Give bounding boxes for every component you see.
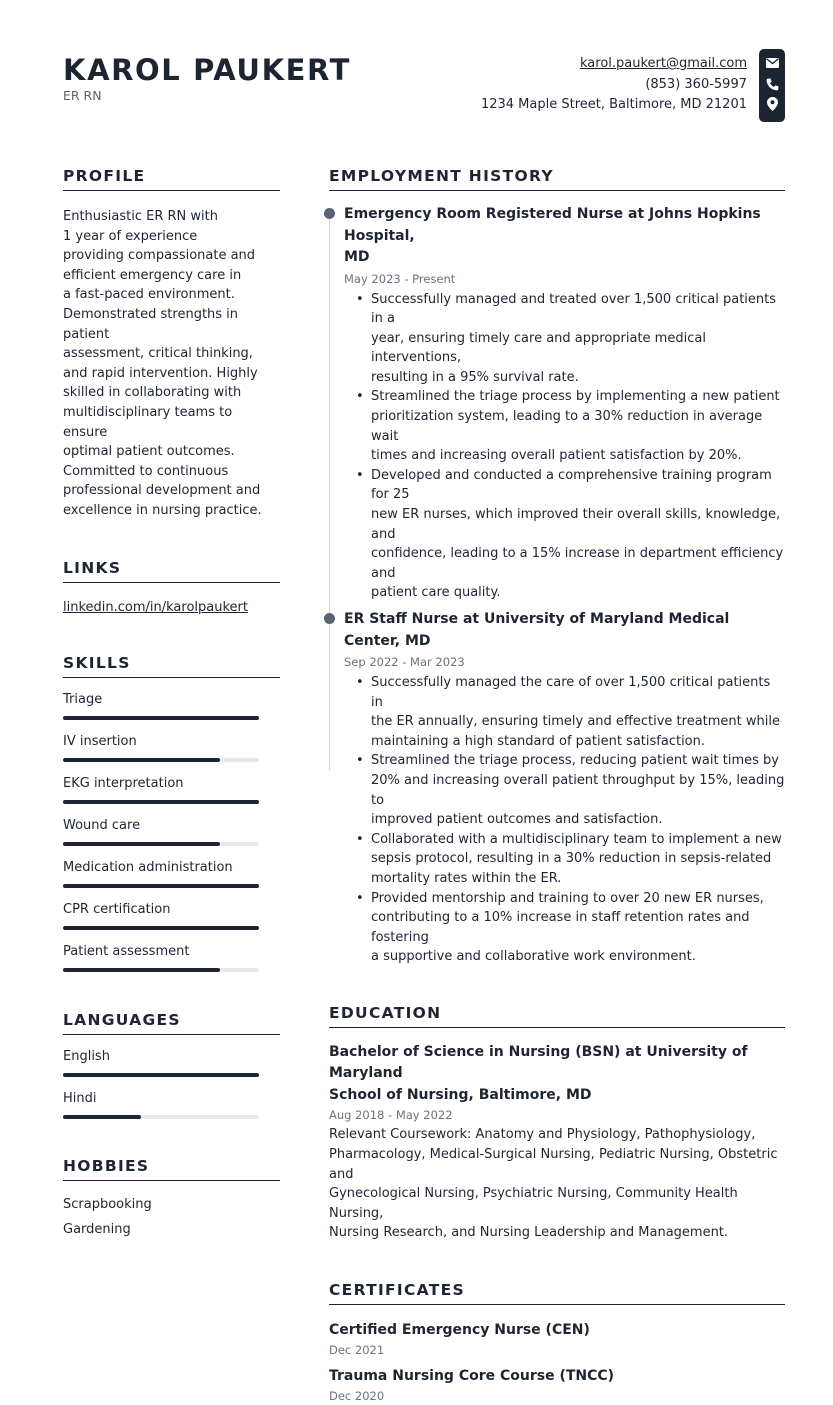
job-bullet: [344, 466, 785, 603]
skill-item: [63, 944, 280, 972]
hobby-item: Scrapbooking: [63, 1196, 152, 1212]
job-bullet: [344, 830, 785, 889]
skill-bar-fill: [63, 716, 259, 720]
job-date: May 2023 - Present: [344, 271, 456, 286]
timeline-dot-icon: [324, 208, 335, 219]
certificates-heading: CERTIFICATES: [329, 1280, 785, 1305]
profile-line: efficient emergency care in: [63, 267, 242, 283]
skill-bar-fill: [63, 926, 259, 930]
skill-bar: [63, 800, 259, 804]
degree-heading-line: School of Nursing, Baltimore, MD: [329, 1086, 592, 1103]
skill-label: Triage: [63, 691, 103, 707]
skill-label: IV insertion: [63, 733, 137, 749]
job-bullets: [344, 290, 785, 604]
email-link[interactable]: karol.paukert@gmail.com: [580, 56, 747, 71]
bullet-line: prioritization system, leading to a 30% reduction in average wait: [371, 409, 763, 444]
education-line: Nursing Research, and Nursing Leadership and Management.: [329, 1225, 729, 1241]
languages-list: [63, 1049, 280, 1119]
profile-line: Demonstrated strengths in patient: [63, 306, 239, 342]
contact-block: [481, 54, 747, 116]
education-line: Gynecological Nursing, Psychiatric Nursing, Community Health Nursing,: [329, 1186, 738, 1221]
phone-icon: [764, 76, 780, 92]
job-bullet: [344, 889, 785, 967]
employment-timeline: [329, 204, 785, 967]
language-item: [63, 1091, 280, 1119]
certificate-date: Dec 2021: [329, 1342, 385, 1357]
phone-number: (853) 360-5997: [645, 76, 747, 92]
certificate-name: Certified Emergency Nurse (CEN): [329, 1321, 590, 1338]
contact-icon-bar: [759, 49, 785, 122]
profile-line: and rapid intervention. Highly: [63, 365, 258, 381]
job-bullet: [344, 673, 785, 751]
bullet-line: mortality rates within the ER.: [371, 870, 562, 886]
skill-bar-fill: [63, 968, 220, 972]
job-heading: [344, 204, 785, 269]
education-date: Aug 2018 - May 2022: [329, 1108, 453, 1123]
certificate-name: Trauma Nursing Core Course (TNCC): [329, 1367, 615, 1384]
skill-item: [63, 818, 280, 846]
language-bar: [63, 1115, 259, 1119]
job-bullet: [344, 290, 785, 388]
job-heading: [344, 609, 785, 652]
candidate-name: KAROL PAUKERT: [63, 53, 352, 87]
profile-line: multidisciplinary teams to ensure: [63, 404, 233, 440]
certificate-date: Dec 2020: [329, 1388, 385, 1403]
job-heading-line: Emergency Room Registered Nurse at Johns Hopkins Hospital,: [344, 206, 761, 244]
profile-summary: [63, 207, 278, 521]
skill-label: EKG interpretation: [63, 775, 184, 791]
skill-bar-fill: [63, 842, 220, 846]
bullet-line: contributing to a 10% increase in staff retention rates and fostering: [371, 910, 750, 945]
skill-bar: [63, 884, 259, 888]
education-heading: EDUCATION: [329, 1003, 785, 1028]
job-date: Sep 2022 - Mar 2023: [344, 655, 465, 669]
profile-line: providing compassionate and: [63, 248, 256, 264]
hobby-item: Gardening: [63, 1221, 131, 1237]
skill-bar: [63, 842, 259, 846]
language-bar: [63, 1073, 259, 1077]
bullet-line: • Streamlined the triage process, reducing patient wait times by: [371, 753, 779, 769]
skill-bar-fill: [63, 800, 259, 804]
skill-label: Patient assessment: [63, 943, 190, 959]
skills-heading: SKILLS: [63, 653, 280, 678]
education-line: Pharmacology, Medical-Surgical Nursing, Pediatric Nursing, Obstetric and: [329, 1147, 778, 1182]
job-bullet: [344, 387, 785, 465]
left-column: [63, 166, 280, 1242]
job-title: ER RN: [63, 88, 102, 103]
profile-line: 1 year of experience: [63, 228, 198, 244]
bullet-line: new ER nurses, which improved their overall skills, knowledge, and: [371, 507, 781, 542]
bullet-line: confidence, leading to a 15% increase in department efficiency and: [371, 546, 784, 581]
job-bullets: [344, 673, 785, 967]
language-bar-fill: [63, 1073, 259, 1077]
skill-label: Wound care: [63, 817, 141, 833]
job-heading-line: MD: [344, 249, 370, 265]
employment-heading: EMPLOYMENT HISTORY: [329, 166, 785, 191]
skill-bar: [63, 926, 259, 930]
language-bar-fill: [63, 1115, 141, 1119]
bullet-line: • Successfully managed the care of over 1,500 critical patients in: [371, 675, 771, 710]
skill-bar-fill: [63, 758, 220, 762]
profile-line: assessment, critical thinking,: [63, 346, 253, 362]
language-label: English: [63, 1048, 110, 1064]
bullet-line: times and increasing overall patient satisfaction by 20%.: [371, 448, 742, 464]
address: 1234 Maple Street, Baltimore, MD 21201: [480, 97, 747, 112]
job-heading-line: ER Staff Nurse at University of Maryland Medical Center, MD: [344, 611, 730, 649]
links-heading: LINKS: [63, 558, 280, 583]
skill-item: [63, 776, 280, 804]
hobbies-heading: HOBBIES: [63, 1156, 280, 1181]
linkedin-link[interactable]: linkedin.com/in/karolpaukert: [63, 599, 248, 615]
bullet-line: a supportive and collaborative work environment.: [371, 949, 696, 965]
education-line: Relevant Coursework: Anatomy and Physiology, Pathophysiology,: [329, 1127, 756, 1143]
skill-label: CPR certification: [63, 901, 171, 917]
degree-heading-line: Bachelor of Science in Nursing (BSN) at University of Maryland: [329, 1043, 748, 1082]
education-description: [329, 1125, 785, 1243]
skill-bar-fill: [63, 884, 259, 888]
bullet-line: 20% and increasing overall patient throughput by 15%, leading to: [371, 772, 785, 808]
bullet-line: patient care quality.: [371, 585, 501, 601]
bullet-line: improved patient outcomes and satisfaction.: [371, 812, 663, 828]
skill-item: [63, 734, 280, 762]
skills-list: [63, 692, 280, 972]
skill-item: [63, 860, 280, 888]
skill-bar: [63, 716, 259, 720]
profile-line: Committed to continuous: [63, 463, 229, 479]
job-entry: [329, 204, 785, 603]
job-entry: [329, 609, 785, 967]
bullet-line: maintaining a high standard of patient satisfaction.: [371, 733, 706, 749]
degree-heading: [329, 1042, 785, 1107]
bullet-line: • Provided mentorship and training to over 20 new ER nurses,: [371, 890, 764, 906]
hobbies-list: [63, 1192, 280, 1242]
bullet-line: • Successfully managed and treated over 1,500 critical patients in a: [371, 291, 777, 327]
map-marker-icon: [764, 96, 780, 112]
profile-line: Enthusiastic ER RN with: [63, 209, 218, 224]
profile-line: optimal patient outcomes.: [63, 444, 235, 460]
bullet-line: the ER annually, ensuring timely and effective treatment while: [371, 714, 780, 730]
skill-item: [63, 902, 280, 930]
profile-line: professional development and: [63, 483, 261, 499]
bullet-line: • Streamlined the triage process by implementing a new patient: [371, 389, 780, 405]
profile-line: skilled in collaborating with: [63, 385, 242, 401]
language-label: Hindi: [63, 1090, 97, 1106]
skill-bar: [63, 968, 259, 972]
bullet-line: year, ensuring timely care and appropriate medical interventions,: [371, 330, 706, 366]
timeline-dot-icon: [324, 613, 335, 624]
skill-label: Medication administration: [63, 859, 233, 875]
languages-heading: LANGUAGES: [63, 1010, 280, 1035]
profile-line: excellence in nursing practice.: [63, 502, 262, 518]
job-bullet: [344, 751, 785, 829]
skill-item: [63, 692, 280, 720]
bullet-line: resulting in a 95% survival rate.: [371, 369, 579, 385]
skill-bar: [63, 758, 259, 762]
envelope-icon: [764, 55, 780, 71]
language-item: [63, 1049, 280, 1077]
profile-line: a fast-paced environment.: [63, 287, 235, 303]
bullet-line: • Developed and conducted a comprehensive training program for 25: [371, 467, 772, 503]
right-column: [329, 166, 785, 1405]
profile-heading: PROFILE: [63, 166, 280, 191]
bullet-line: • Collaborated with a multidisciplinary team to implement a new: [371, 831, 782, 847]
bullet-line: sepsis protocol, resulting in a 30% reduction in sepsis-related: [371, 851, 772, 867]
